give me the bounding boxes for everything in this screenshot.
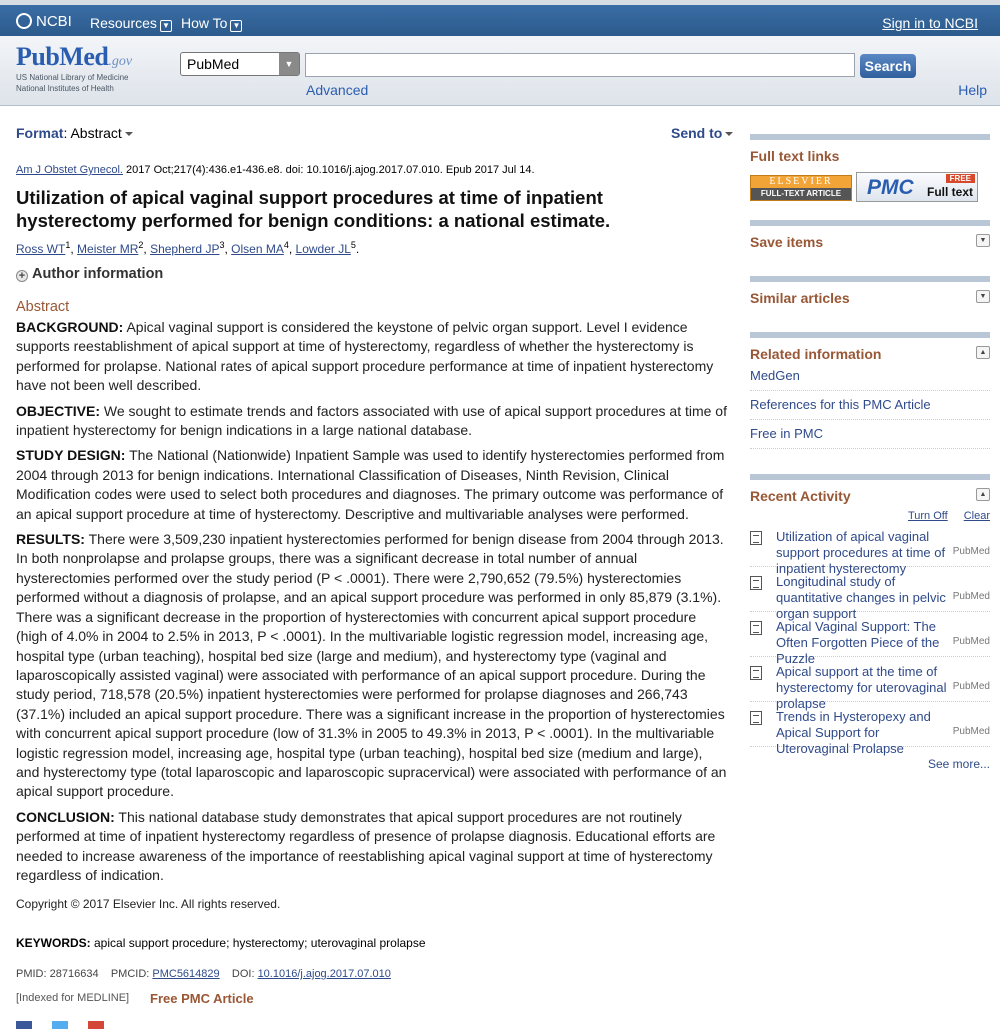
sign-in-link[interactable]: Sign in to NCBI [882, 15, 978, 31]
abstract-section: CONCLUSION: This national database study demonstrates that apical support procedures are not routinely performed at time of inpatient hysterectomy regardless of presence of prolapse diagnosis. Educational efforts are needed to increase awareness of the importance of reestablishing apical vaginal support at time of hysterectomy regardless of indication. [16, 808, 716, 883]
google-plus-icon[interactable] [88, 1021, 104, 1029]
author-information-toggle[interactable]: + Author information [16, 266, 163, 282]
similar-articles-toggle[interactable]: Similar articles ▼ [750, 290, 990, 306]
resources-menu[interactable]: Resources ▼ [90, 15, 172, 32]
author-list: Ross $WT^1$, Meister $MR^2$, Shepherd $JP^3$, Olsen $MA^4$, Lowder $JL^5$. [16, 240, 360, 256]
recent-activity-toggle[interactable]: Recent Activity ▲ [750, 488, 990, 504]
free-pmc-article-link[interactable]: Free PMC Article [150, 991, 254, 1006]
related-link-references[interactable]: References for this PMC Article [750, 391, 990, 420]
recent-activity-item[interactable]: Longitudinal study of quantitative changes in pelvic organ support PubMed [750, 567, 990, 612]
document-icon [750, 576, 762, 590]
see-more-link[interactable]: See more... [927, 757, 990, 771]
recent-activity-item[interactable]: Utilization of apical vaginal support procedures at time of inpatient hysterectomy PubMed [750, 522, 990, 567]
document-icon [750, 666, 762, 680]
chevron-down-icon[interactable]: ▼ [976, 290, 990, 303]
article-title: Utilization of apical vaginal support procedures at time of inpatient hysterectomy performed for benign conditions: a national estimate. [16, 187, 611, 231]
journal-link[interactable]: Am J Obstet Gynecol. [16, 164, 123, 176]
author-link[interactable]: Shepherd JP [150, 242, 220, 256]
advanced-search-link[interactable]: Advanced [306, 82, 369, 98]
indexed-medline: [Indexed for MEDLINE] [16, 992, 130, 1004]
ncbi-logo[interactable]: NCBI [16, 13, 72, 30]
social-share [16, 1016, 124, 1034]
database-select[interactable]: PubMed ▼ [180, 52, 300, 76]
article-ids: PMID: 28716634 PMCID: PMC5614829 DOI: 10.1016/j.ajog.2017.07.010 [16, 968, 391, 980]
chevron-down-icon[interactable]: ▼ [976, 234, 990, 247]
recent-activity-item[interactable]: Trends in Hysteropexy and Apical Support for Uterovaginal Prolapse PubMed [750, 702, 990, 747]
recent-activity-item[interactable]: Apical support at the time of hysterectomy for uterovaginal prolapse PubMed [750, 657, 990, 702]
abstract-section: OBJECTIVE: We sought to estimate trends and factors associated with use of apical support procedures at time of inpatient hysterectomy for benign indications in a large national database. [16, 402, 727, 439]
recent-activity-item[interactable]: Apical Vaginal Support: The Often Forgotten Piece of the Puzzle PubMed [750, 612, 990, 657]
twitter-icon[interactable] [52, 1021, 68, 1029]
expand-plus-icon: + [16, 270, 28, 282]
abstract-section: BACKGROUND: Apical vaginal support is considered the keystone of pelvic organ support. Level I evidence supports reestablishment of apical support at time of hysterectomy, regardless of whether the hysterectomy is performed for prolapse. National rates of apical support procedure performance at time of inpatient hysterectomy have not been well described. [16, 319, 714, 394]
send-to-menu[interactable]: Send to [671, 125, 733, 141]
full-text-links-section [750, 134, 990, 204]
save-items-toggle[interactable]: Save items ▼ [750, 234, 990, 250]
format-selector[interactable]: Format: Abstract [16, 125, 133, 141]
search-input[interactable] [305, 53, 855, 77]
full-text-links-title: Full text links [750, 148, 840, 164]
dropdown-arrow-icon: ▼ [279, 53, 299, 75]
caret-down-icon [125, 132, 133, 136]
related-information-section [750, 332, 990, 449]
similar-articles-section [750, 276, 990, 306]
pubmed-logo[interactable]: PubMed.gov US National Library of Medicine National Institutes of Health [16, 42, 133, 93]
related-information-toggle[interactable]: Related information ▲ [750, 346, 990, 362]
elsevier-fulltext-button[interactable]: ELSEVIER FULL-TEXT ARTICLE [750, 175, 852, 201]
help-link[interactable]: Help [958, 82, 987, 98]
facebook-icon[interactable] [16, 1021, 32, 1029]
caret-down-icon [725, 132, 733, 136]
recent-activity-section [750, 474, 990, 771]
related-link-free-pmc[interactable]: Free in PMC [750, 420, 990, 449]
citation: Am J Obstet Gynecol. 2017 Oct;217(4):436.e1-436.e8. doi: 10.1016/j.ajog.2017.07.010. Epub 2017 Jul 14. [16, 164, 535, 176]
author-link[interactable]: Lowder JL [295, 242, 351, 256]
document-icon [750, 711, 762, 725]
ncbi-icon [16, 13, 32, 29]
abstract-heading: Abstract [16, 299, 70, 315]
author-link[interactable]: Ross WT [16, 242, 66, 256]
document-icon [750, 531, 762, 545]
clear-link[interactable]: Clear [963, 510, 990, 522]
abstract-section: STUDY DESIGN: The National (Nationwide) Inpatient Sample was used to identify hysterectomies performed from 2004 through 2013 for benign indications. International Classification of Diseases, Ninth Revision, Clinical Modification codes were used to select both procedures and diagnoses. The primary outcome was performance of an apical support procedure at time of hysterectomy. Descriptive and multivariable analyses were performed. [16, 447, 725, 522]
keywords: KEYWORDS: apical support procedure; hysterectomy; uterovaginal prolapse [16, 936, 426, 950]
related-link-medgen[interactable]: MedGen [750, 362, 990, 391]
abstract-body [16, 318, 728, 891]
chevron-up-icon[interactable]: ▲ [976, 346, 990, 359]
copyright: Copyright © 2017 Elsevier Inc. All rights reserved. [16, 897, 281, 911]
save-items-section [750, 220, 990, 250]
chevron-down-icon: ▼ [230, 20, 242, 32]
pmcid-link[interactable]: PMC5614829 [152, 968, 220, 980]
howto-menu[interactable]: How To ▼ [181, 15, 242, 32]
doi-link[interactable]: 10.1016/j.ajog.2017.07.010 [257, 968, 391, 980]
document-icon [750, 621, 762, 635]
ncbi-top-bar [0, 0, 1000, 36]
chevron-down-icon: ▼ [160, 20, 172, 32]
pmc-fulltext-button[interactable]: PMC FREE Full text [856, 172, 978, 202]
author-link[interactable]: Olsen MA [231, 242, 284, 256]
author-link[interactable]: Meister MR [77, 242, 139, 256]
search-button[interactable]: Search [860, 54, 916, 78]
turn-off-link[interactable]: Turn Off [907, 510, 948, 522]
chevron-up-icon[interactable]: ▲ [976, 488, 990, 501]
pubmed-header [0, 36, 1000, 106]
abstract-section: RESULTS: There were 3,509,230 inpatient hysterectomies performed for benign disease from 2004 through 2013. In both nonprolapse and prolapse groups, there was a significant decrease in total number of annual hysterectomies performed over the study period (P < .0001). There were 2,790,652 (79.5%) hysterectomies performed without a diagnosis of prolapse, and an apical support procedure was performed in only 85,879 (3.1%). There was a significant decrease in the proportion of hysterectomies with concurrent apical support procedure (high of 4.0% in 2004 to 2.5% in 2013, P < .0001). In the multivariable logistic regression model, increasing age, hospital type (urban teaching), hospital bed size (large and medium), and hysterectomy type (vaginal and laparoscopically assisted vaginal) were associated with performance of an apical support procedure. During the study period, 718,578 (20.5%) inpatient hysterectomies were performed for prolapse diagnoses and 266,743 (37.1%) included an apical support procedure. There was a significant increase in the proportion of hysterectomies with concurrent apical support procedure (low of 31.3% in 2005 to 49.3% in 2013, P < .0001). In the multivariable logistic regression model, increasing age, hospital type (urban teaching), hospital bed size (medium and large), and hysterectomy type (total laparoscopic and laparoscopic supracervical) were associated with performance of an apical support procedure. [16, 531, 727, 800]
